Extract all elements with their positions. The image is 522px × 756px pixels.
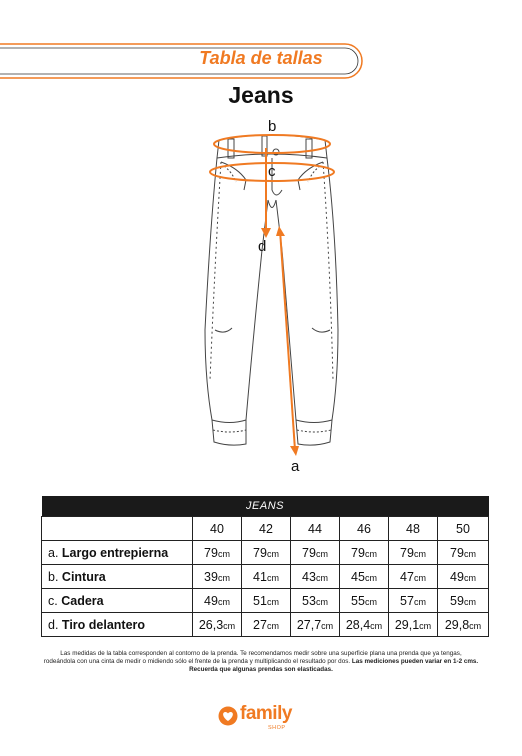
value-unit: cm (364, 572, 377, 583)
brand-name: family (240, 703, 292, 724)
measure-label (42, 589, 193, 613)
value-number: 49 (204, 593, 218, 608)
footnote-line-2-bold: Las mediciones pueden variar en 1-2 cms. (351, 658, 479, 665)
value-unit: cm (315, 572, 328, 583)
measure-value (242, 541, 291, 565)
measure-name: Tiro delantero (61, 617, 146, 632)
value-unit: cm (469, 620, 482, 631)
measure-value (340, 565, 389, 589)
value-number: 43 (302, 569, 316, 584)
size-header: 50 (438, 517, 489, 541)
value-unit: cm (217, 572, 230, 583)
value-number: 79 (253, 545, 267, 560)
measure-value (340, 589, 389, 613)
value-number: 41 (253, 569, 267, 584)
value-unit: cm (413, 572, 426, 583)
measure-value (438, 589, 489, 613)
value-number: 45 (351, 569, 365, 584)
brand-sub: SHOP (268, 725, 286, 731)
measure-value (438, 613, 489, 637)
measure-label (42, 613, 193, 637)
value-unit: cm (223, 620, 236, 631)
size-header: 42 (242, 517, 291, 541)
measure-prefix: a. (48, 545, 59, 560)
value-unit: cm (266, 572, 279, 583)
measure-value (242, 613, 291, 637)
value-number: 53 (302, 593, 316, 608)
measure-value (193, 589, 242, 613)
empty-corner-cell (42, 517, 193, 541)
value-unit: cm (321, 620, 334, 631)
table-row (42, 613, 489, 637)
measure-value (193, 565, 242, 589)
value-unit: cm (413, 596, 426, 607)
measure-label (42, 541, 193, 565)
footnote-line-1: Las medidas de la tabla corresponden al contorno de la prenda. Te recomendamos medir sobre una superficie plana una prenda que ya tengas, (60, 650, 462, 657)
label-c: c (268, 163, 276, 180)
value-number: 28,4 (345, 617, 371, 632)
measure-prefix: d. (48, 617, 59, 632)
value-unit: cm (370, 620, 383, 631)
value-number: 29,8 (444, 617, 470, 632)
value-unit: cm (463, 572, 476, 583)
table-title: JEANS (42, 496, 489, 517)
size-header: 46 (340, 517, 389, 541)
value-unit: cm (413, 548, 426, 559)
measure-value (389, 565, 438, 589)
size-header: 48 (389, 517, 438, 541)
measure-value (389, 613, 438, 637)
table-row (42, 565, 489, 589)
left-leg (205, 158, 268, 445)
value-number: 47 (400, 569, 414, 584)
measure-value (438, 541, 489, 565)
value-unit: cm (364, 596, 377, 607)
measure-value (389, 541, 438, 565)
measure-value (193, 541, 242, 565)
size-header-row (42, 517, 489, 541)
value-number: 49 (450, 569, 464, 584)
value-number: 29,1 (394, 617, 420, 632)
value-number: 39 (204, 569, 218, 584)
value-unit: cm (364, 548, 377, 559)
measure-value (291, 541, 340, 565)
value-number: 79 (302, 545, 316, 560)
measure-prefix: b. (48, 569, 59, 584)
value-number: 57 (400, 593, 414, 608)
heart-icon (218, 706, 238, 726)
value-unit: cm (463, 596, 476, 607)
value-number: 55 (351, 593, 365, 608)
value-number: 51 (253, 593, 267, 608)
size-header: 40 (193, 517, 242, 541)
value-number: 79 (204, 545, 218, 560)
footnote-line-2 (14, 658, 508, 666)
measure-value (242, 589, 291, 613)
value-unit: cm (217, 596, 230, 607)
measure-label (42, 565, 193, 589)
value-number: 59 (450, 593, 464, 608)
label-d: d (258, 238, 267, 255)
value-unit: cm (217, 548, 230, 559)
value-number: 79 (351, 545, 365, 560)
size-header: 44 (291, 517, 340, 541)
measure-name: Cintura (61, 569, 106, 584)
footnote (14, 650, 508, 674)
inseam-measure-line (280, 230, 295, 450)
measure-value (291, 589, 340, 613)
value-number: 79 (400, 545, 414, 560)
measure-value (340, 613, 389, 637)
measure-name: Largo entrepierna (61, 545, 169, 560)
table-row (42, 541, 489, 565)
jeans-diagram (0, 110, 522, 480)
value-number: 27 (253, 617, 267, 632)
footnote-line-3: Recuerda que algunas prendas son elasticadas. (189, 666, 333, 673)
value-unit: cm (463, 548, 476, 559)
measure-value (389, 589, 438, 613)
size-table (41, 496, 489, 637)
footnote-line-2-text: rodeándola con una cinta de medir o midiendo sólo el frente de la prenda y multiplicando el resultado por dos. (43, 658, 352, 665)
family-shop-logo (218, 703, 308, 737)
measure-value (193, 613, 242, 637)
label-a: a (291, 458, 300, 475)
table-row (42, 589, 489, 613)
value-unit: cm (419, 620, 432, 631)
value-unit: cm (315, 548, 328, 559)
value-number: 79 (450, 545, 464, 560)
measure-value (291, 613, 340, 637)
header-title: Tabla de tallas (199, 48, 323, 68)
label-b: b (268, 118, 277, 135)
measure-name: Cadera (61, 593, 104, 608)
page-title: Jeans (228, 82, 294, 108)
value-unit: cm (315, 596, 328, 607)
measure-value (438, 565, 489, 589)
measure-prefix: c. (48, 593, 58, 608)
value-number: 27,7 (296, 617, 322, 632)
measure-value (242, 565, 291, 589)
measure-value (340, 541, 389, 565)
value-number: 26,3 (198, 617, 224, 632)
value-unit: cm (266, 596, 279, 607)
waist-measure-ellipse (214, 135, 330, 153)
value-unit: cm (266, 548, 279, 559)
value-unit: cm (266, 620, 279, 631)
measure-value (291, 565, 340, 589)
